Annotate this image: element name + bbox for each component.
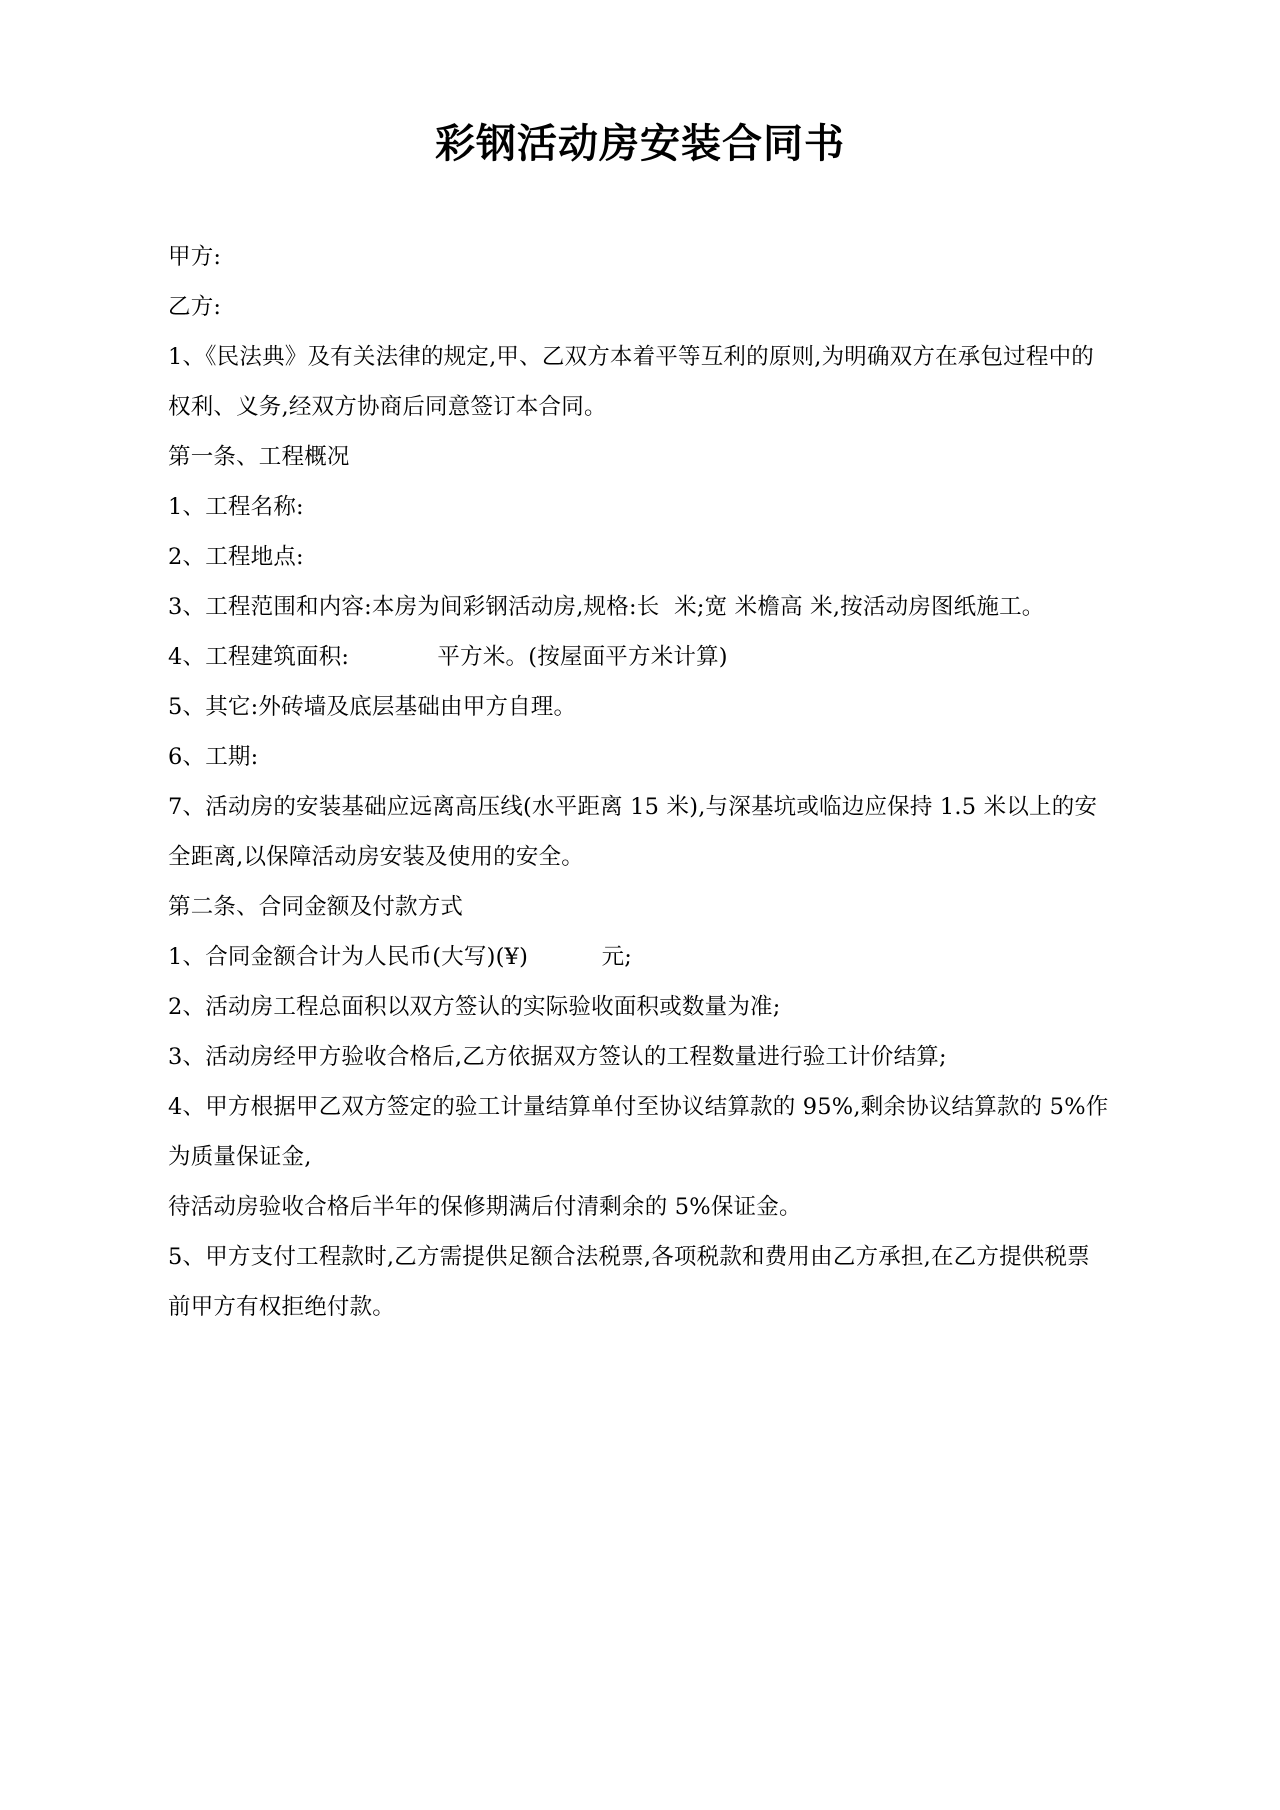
paragraph-project-location: 2、工程地点: — [168, 544, 304, 570]
paragraph-party-a: 甲方: — [168, 244, 222, 270]
paragraph-tax-invoice: 5、甲方支付工程款时,乙方需提供足额合法税票,各项税款和费用由乙方承担,在乙方提供税票前甲方有权拒绝付款。 — [168, 1244, 1090, 1320]
paragraph-preamble: 1、《民法典》及有关法律的规定,甲、乙双方本着平等互利的原则,为明确双方在承包过程中的权利、义务,经双方协商后同意签订本合同。 — [168, 344, 1094, 420]
paragraph-payment-95-percent: 4、甲方根据甲乙双方签定的验工计量结算单付至协议结算款的 95%,剩余协议结算款的 5%作为质量保证金, — [168, 1094, 1109, 1170]
heading-article-2: 第二条、合同金额及付款方式 — [168, 894, 464, 920]
paragraph-settlement-basis: 3、活动房经甲方验收合格后,乙方依据双方签认的工程数量进行验工计价结算; — [168, 1044, 947, 1070]
document-body — [168, 232, 1112, 1332]
paragraph-project-scope: 3、工程范围和内容:本房为间彩钢活动房,规格:长 米;宽 米檐高 米,按活动房图纸施工。 — [168, 594, 1045, 620]
paragraph-party-b: 乙方: — [168, 294, 222, 320]
paragraph-other-conditions: 5、其它:外砖墙及底层基础由甲方自理。 — [168, 694, 577, 720]
paragraph-duration: 6、工期: — [168, 744, 259, 770]
page-title: 彩钢活动房安装合同书 — [435, 121, 845, 167]
heading-article-1: 第一条、工程概况 — [168, 444, 350, 470]
paragraph-area-confirmation: 2、活动房工程总面积以双方签认的实际验收面积或数量为准; — [168, 994, 781, 1020]
paragraph-contract-amount: 1、合同金额合计为人民币(大写)(¥) 元; — [168, 944, 633, 970]
paragraph-project-name: 1、工程名称: — [168, 494, 304, 520]
paragraph-project-area: 4、工程建筑面积: 平方米。(按屋面平方米计算) — [168, 644, 728, 670]
paragraph-safety-distance: 7、活动房的安装基础应远离高压线(水平距离 15 米),与深基坑或临边应保持 1.5 米以上的安全距离,以保障活动房安装及使用的安全。 — [168, 794, 1098, 870]
paragraph-warranty-retention: 待活动房验收合格后半年的保修期满后付清剩余的 5%保证金。 — [168, 1194, 802, 1220]
